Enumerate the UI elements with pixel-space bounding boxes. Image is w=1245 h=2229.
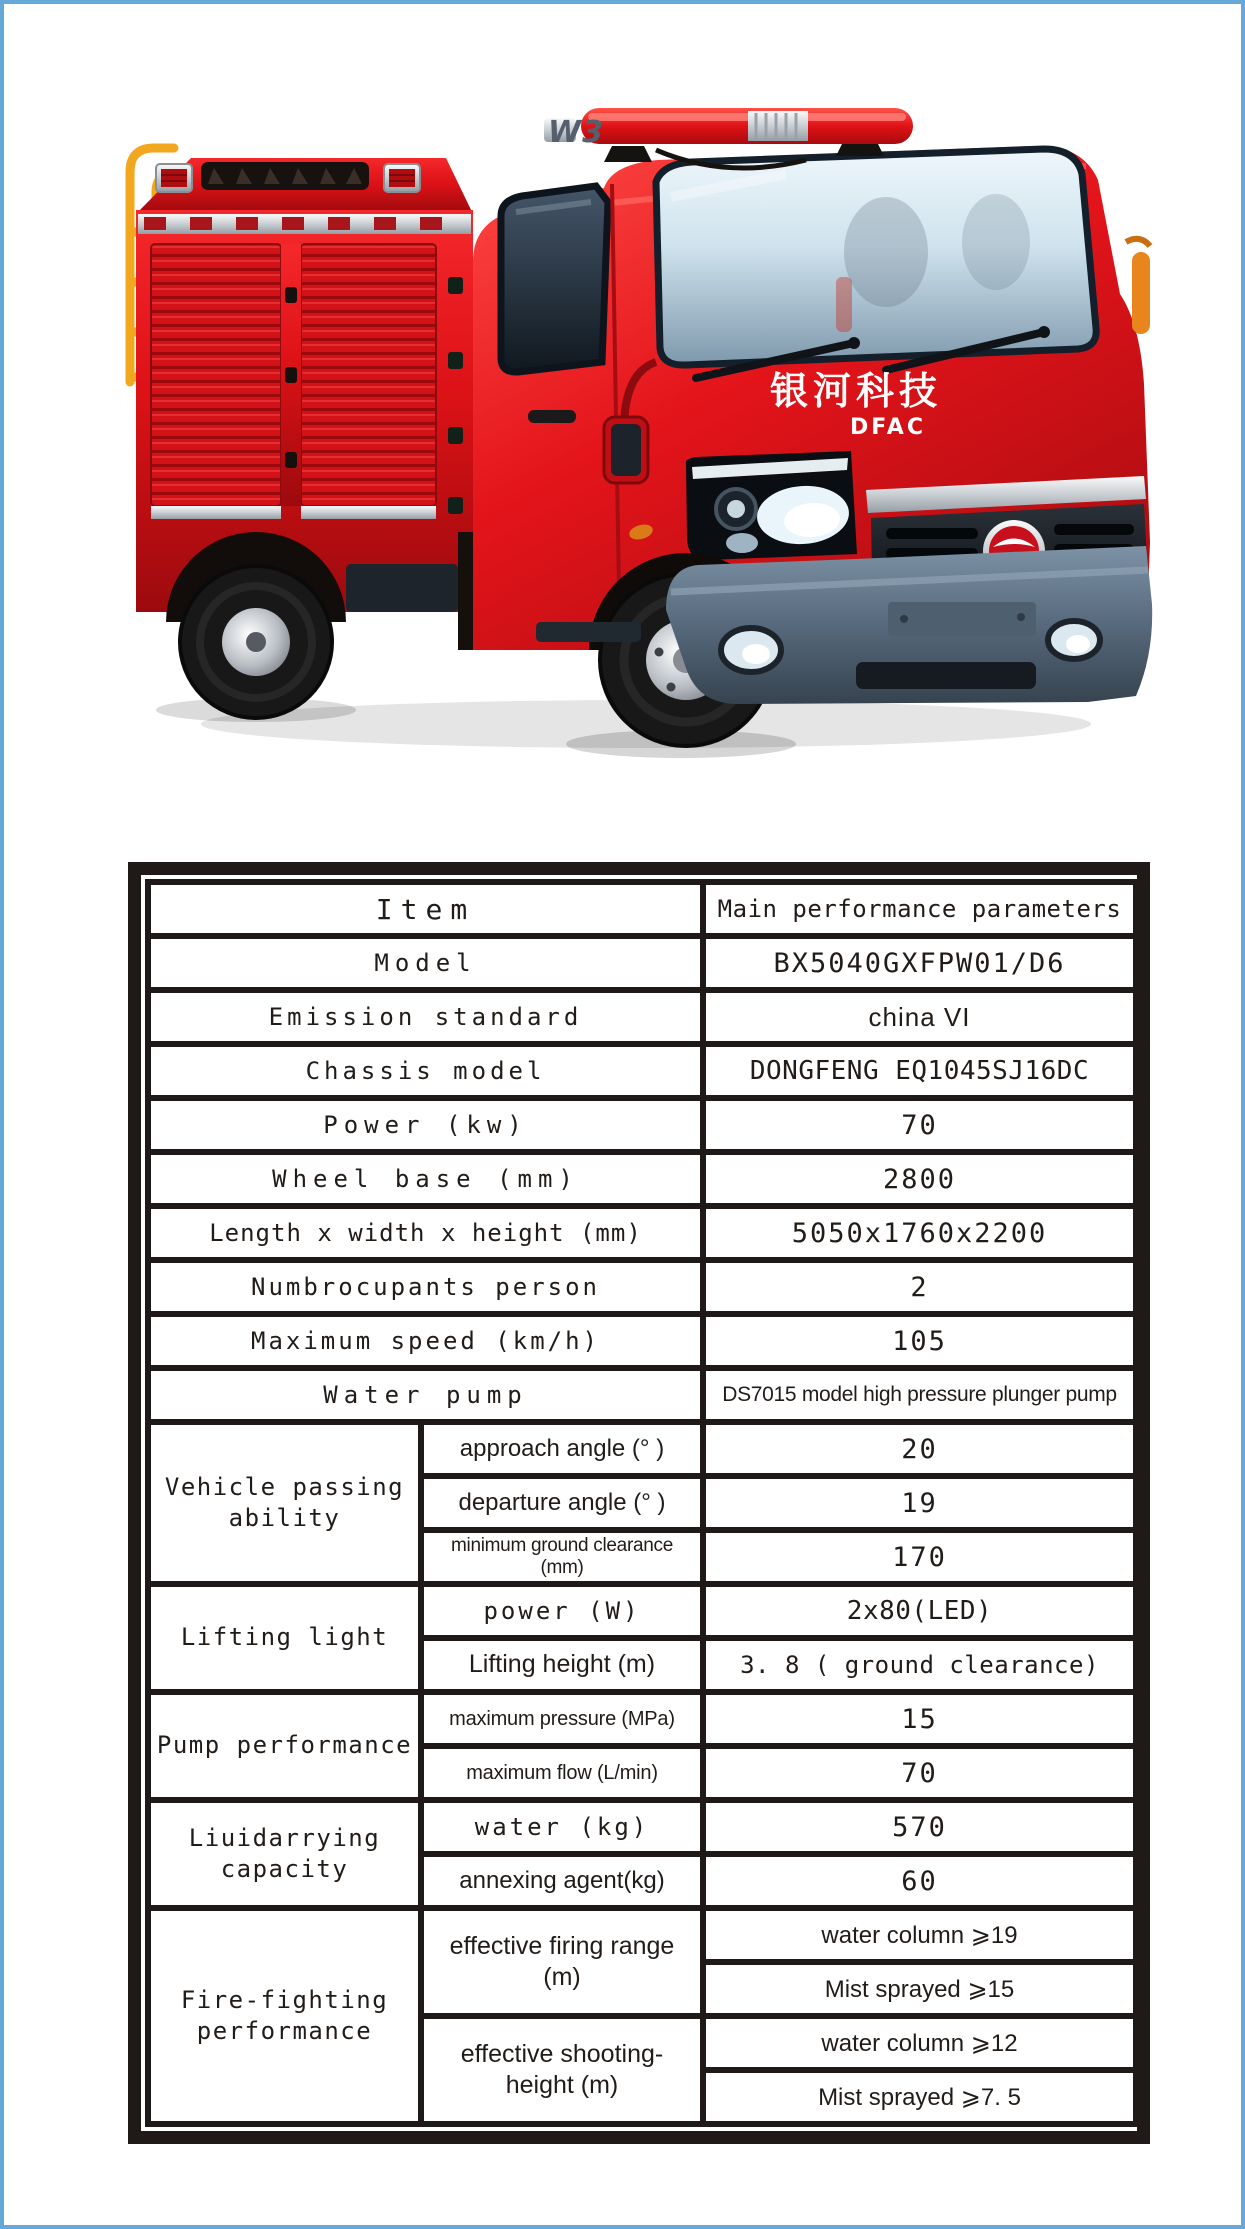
spec-table-frame [128,862,1150,2144]
header-params-cell: Main performance parameters [703,882,1136,936]
hood-text: 银河科技 [769,369,943,413]
table-row-max-pressure [148,1692,1136,1746]
spec-table [145,879,1139,2127]
wheelbase-label-cell: Wheel base (mm) [148,1152,703,1206]
table-row-waterpump [148,1368,1136,1422]
table-row-water-capacity [148,1800,1136,1854]
table-row-approach-angle [148,1422,1136,1476]
emission-value-cell: china VI [703,990,1136,1044]
table-row-firing-range-water [148,1908,1136,1962]
passing-ability-category-cell: Vehicle passing ability [148,1422,421,1584]
pump-performance-category-cell: Pump performance [148,1692,421,1800]
table-row-light-power [148,1584,1136,1638]
chassis-value-cell: DONGFENG EQ1045SJ16DC [703,1044,1136,1098]
headlight [686,451,857,560]
table-row-dimensions [148,1206,1136,1260]
maxspeed-label-cell: Maximum speed (km/h) [148,1314,703,1368]
table-row-model [148,936,1136,990]
waterpump-value-cell: DS7015 model high pressure plunger pump [703,1368,1136,1422]
roof-vent-bar [201,162,369,190]
emission-label-cell: Emission standard [148,990,703,1044]
hood-brand-text: DFAC [850,415,926,440]
occupants-value-cell: 2 [703,1260,1136,1314]
wheelbase-value-cell: 2800 [703,1152,1136,1206]
reflective-strip [138,214,471,234]
power-value-cell: 70 [703,1098,1136,1152]
model-value-cell: BX5040GXFPW01/D6 [703,936,1136,990]
shooting-height-mist-value-cell: Mist sprayed ⩾7. 5 [703,2070,1136,2124]
firing-range-label-cell: effective firing range (m) [421,1908,703,2016]
roller-shutter-left [151,244,281,519]
cab-interior-item [836,277,852,332]
underbody-box [346,564,458,612]
table-row-wheelbase [148,1152,1136,1206]
max-pressure-label-cell: maximum pressure (MPa) [421,1692,703,1746]
table-row-chassis [148,1044,1136,1098]
shooting-height-water-value-cell: water column ⩾12 [703,2016,1136,2070]
waterpump-label-cell: Water pump [148,1368,703,1422]
beacon-speaker-section [748,111,808,141]
body-corner-lamp-right [384,164,420,192]
approach-angle-value-cell: 20 [703,1422,1136,1476]
ground-clearance-value-cell: 170 [703,1530,1136,1584]
water-capacity-label-cell: water (kg) [421,1800,703,1854]
dimensions-label-cell: Length x width x height (mm) [148,1206,703,1260]
power-label-cell: Power (kw) [148,1098,703,1152]
departure-angle-value-cell: 19 [703,1476,1136,1530]
firing-range-water-value-cell: water column ⩾19 [703,1908,1136,1962]
water-capacity-value-cell: 570 [703,1800,1136,1854]
shutter-center-post [281,244,301,506]
roof-label: W3 [548,115,604,150]
license-plate-area [888,602,1036,636]
front-bumper [666,546,1152,704]
door-handle [528,410,576,423]
maxspeed-value-cell: 105 [703,1314,1136,1368]
light-bar-mount-left [604,146,652,162]
fire-truck-photo [96,62,1158,766]
cab-step [536,622,641,642]
annexing-agent-label-cell: annexing agent(kg) [421,1854,703,1908]
header-item-cell: Item [148,882,703,936]
lifting-light-category-cell: Lifting light [148,1584,421,1692]
ground-clearance-label-cell: minimum ground clearance (mm) [421,1530,703,1584]
firefighting-category-cell: Fire-fighting performance [148,1908,421,2124]
departure-angle-label-cell: departure angle (° ) [421,1476,703,1530]
chassis-label-cell: Chassis model [148,1044,703,1098]
max-flow-value-cell: 70 [703,1746,1136,1800]
table-row-maxspeed [148,1314,1136,1368]
firing-range-mist-value-cell: Mist sprayed ⩾15 [703,1962,1136,2016]
model-label-cell: Model [148,936,703,990]
light-power-value-cell: 2x80(LED) [703,1584,1136,1638]
approach-angle-label-cell: approach angle (° ) [421,1422,703,1476]
lifting-height-label-cell: Lifting height (m) [421,1638,703,1692]
max-flow-label-cell: maximum flow (L/min) [421,1746,703,1800]
lifting-height-value-cell: 3. 8 ( ground clearance) [703,1638,1136,1692]
roller-shutter-right [301,244,436,519]
light-power-label-cell: power (W) [421,1584,703,1638]
dimensions-value-cell: 5050x1760x2200 [703,1206,1136,1260]
side-window [501,186,608,372]
bumper-vent [856,662,1036,689]
shooting-height-label-cell: effective shooting- height (m) [421,2016,703,2124]
cab-seat [844,197,928,307]
body-corner-lamp-left [156,164,192,192]
table-row-power [148,1098,1136,1152]
fire-truck-illustration [96,62,1158,766]
annexing-agent-value-cell: 60 [703,1854,1136,1908]
table-row-occupants [148,1260,1136,1314]
liquid-capacity-category-cell: Liuidarrying capacity [148,1800,421,1908]
max-pressure-value-cell: 15 [703,1692,1136,1746]
occupants-label-cell: Numbrocupants person [148,1260,703,1314]
table-header-row [148,882,1136,936]
rear-wheel [166,532,346,718]
table-row-emission [148,990,1136,1044]
fog-light-right [1048,621,1100,659]
fog-light-left [721,628,781,672]
